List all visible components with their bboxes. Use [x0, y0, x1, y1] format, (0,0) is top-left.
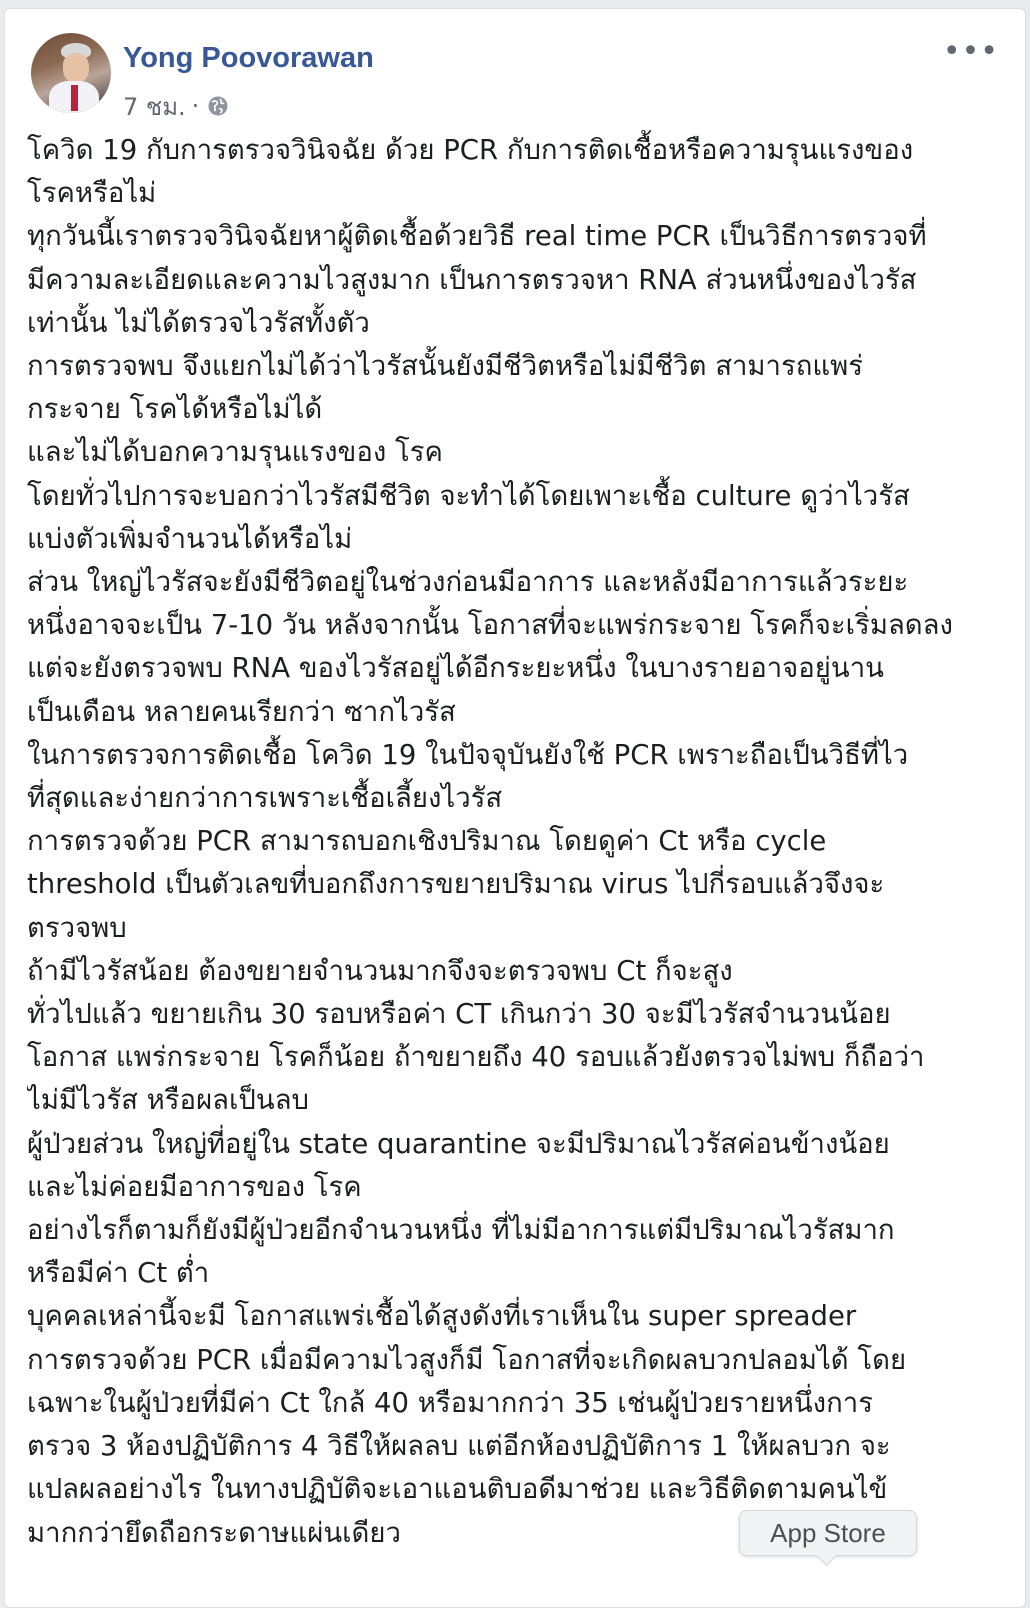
post-text-line: และไม่ค่อยมีอาการของ โรค — [27, 1170, 362, 1203]
post-timestamp[interactable]: 7 ชม. — [123, 92, 186, 121]
post-text-line: ที่สุดและง่ายกว่าการเพราะเชื้อเลี้ยงไวรัส — [27, 782, 503, 815]
avatar-tie — [71, 85, 78, 111]
post-text-line: หนึ่งอาจจะเป็น 7-10 วัน หลังจากนั้น โอกาสที่จะแพร่กระจาย โรคก็จะเริ่มลดลง — [27, 609, 953, 642]
post-card — [4, 8, 1026, 1608]
post-text-line: ถ้ามีไวรัสน้อย ต้องขยายจำนวนมากจึงจะตรวจพบ Ct ก็จะสูง — [27, 954, 733, 987]
post-text-line: โอกาส แพร่กระจาย โรคก็น้อย ถ้าขยายถึง 40 รอบแล้วยังตรวจไม่พบ ก็ถือว่า — [27, 1041, 925, 1074]
post-text-line: ไม่มีไวรัส หรือผลเป็นลบ — [27, 1084, 309, 1117]
app-store-badge[interactable]: App Store — [739, 1510, 917, 1556]
post-text-line: มีความละเอียดและความไวสูงมาก เป็นการตรวจหา RNA ส่วนหนึ่งของไวรัส — [27, 263, 917, 296]
post-text-line: แปลผลอย่างไร ในทางปฏิบัติจะเอาแอนติบอดีมาช่วย และวิธีติดตามคนไข้ — [27, 1473, 888, 1506]
more-options-icon[interactable]: ••• — [942, 34, 999, 69]
post-text-line: โดยทั่วไปการจะบอกว่าไวรัสมีชีวิต จะทำได้โดยเพาะเชื้อ culture ดูว่าไวรัส — [27, 479, 910, 512]
post-text-line: เท่านั้น ไม่ได้ตรวจไวรัสทั้งตัว — [27, 306, 370, 339]
post-text-line: หรือมีค่า Ct ต่ำ — [27, 1257, 210, 1290]
post-text-line: ผู้ป่วยส่วน ใหญ่ที่อยู่ใน state quarantine จะมีปริมาณไวรัสค่อนข้างน้อย — [27, 1127, 890, 1160]
post-text-line: อย่างไรก็ตามก็ยังมีผู้ป่วยอีกจำนวนหนึ่ง ที่ไม่มีอาการแต่มีปริมาณไวรัสมาก — [27, 1214, 895, 1247]
post-text-line: แต่จะยังตรวจพบ RNA ของไวรัสอยู่ได้อีกระยะหนึ่ง ในบางรายอาจอยู่นาน — [27, 652, 884, 685]
post-text-line: ในการตรวจการติดเชื้อ โควิด 19 ในปัจจุบันยังใช้ PCR เพราะถือเป็นวิธีที่ไว — [27, 738, 909, 771]
author-avatar[interactable] — [31, 33, 111, 113]
avatar-face — [63, 53, 89, 83]
post-text-line: ส่วน ใหญ่ไวรัสจะยังมีชีวิตอยู่ในช่วงก่อนมีอาการ และหลังมีอาการแล้วระยะ — [27, 566, 909, 599]
post-text-line: กระจาย โรคได้หรือไม่ได้ — [27, 393, 323, 426]
post-text-line: เฉพาะในผู้ป่วยที่มีค่า Ct ใกล้ 40 หรือมากกว่า 35 เช่นผู้ป่วยรายหนึ่งการ — [27, 1386, 873, 1419]
post-text-line: ทุกวันนี้เราตรวจวินิจฉัยหาผู้ติดเชื้อด้วยวิธี real time PCR เป็นวิธีการตรวจที่ — [27, 220, 927, 253]
post-text-line: โรคหรือไม่ — [27, 177, 157, 210]
post-text-line: การตรวจด้วย PCR เมื่อมีความไวสูงก็มี โอกาสที่จะเกิดผลบวกปลอมได้ โดย — [27, 1343, 907, 1376]
post-text-line: ตรวจพบ — [27, 911, 127, 944]
post-text-line: threshold เป็นตัวเลขที่บอกถึงการขยายปริมาณ virus ไปกี่รอบแล้วจึงจะ — [27, 868, 885, 901]
post-text-line: การตรวจพบ จึงแยกไม่ได้ว่าไวรัสนั้นยังมีชีวิตหรือไม่มีชีวิต สามารถแพร่ — [27, 350, 864, 383]
globe-icon[interactable] — [207, 95, 229, 117]
post-text-line: ตรวจ 3 ห้องปฏิบัติการ 4 วิธีให้ผลลบ แต่อีกห้องปฏิบัติการ 1 ให้ผลบวก จะ — [27, 1430, 891, 1463]
post-text-line: แบ่งตัวเพิ่มจำนวนได้หรือไม่ — [27, 522, 353, 555]
meta-separator: · — [191, 92, 200, 120]
post-text-line: ทั่วไปแล้ว ขยายเกิน 30 รอบหรือค่า CT เกินกว่า 30 จะมีไวรัสจำนวนน้อย — [27, 998, 891, 1031]
post-text-line: มากกว่ายึดถือกระดาษแผ่นเดียว — [27, 1516, 401, 1549]
post-meta — [123, 89, 229, 123]
post-body — [27, 129, 1012, 1555]
post-text-line: การตรวจด้วย PCR สามารถบอกเชิงปริมาณ โดยดูค่า Ct หรือ cycle — [27, 825, 827, 858]
post-text-line: บุคคลเหล่านี้จะมี โอกาสแพร่เชื้อได้สูงดังที่เราเห็นใน super spreader — [27, 1300, 857, 1333]
post-text-line: และไม่ได้บอกความรุนแรงของ โรค — [27, 436, 443, 469]
post-text-line: เป็นเดือน หลายคนเรียกว่า ซากไวรัส — [27, 695, 456, 728]
post-text-line: โควิด 19 กับการตรวจวินิจฉัย ด้วย PCR กับการติดเชื้อหรือความรุนแรงของ — [27, 134, 914, 166]
author-name[interactable]: Yong Poovorawan — [123, 42, 374, 74]
